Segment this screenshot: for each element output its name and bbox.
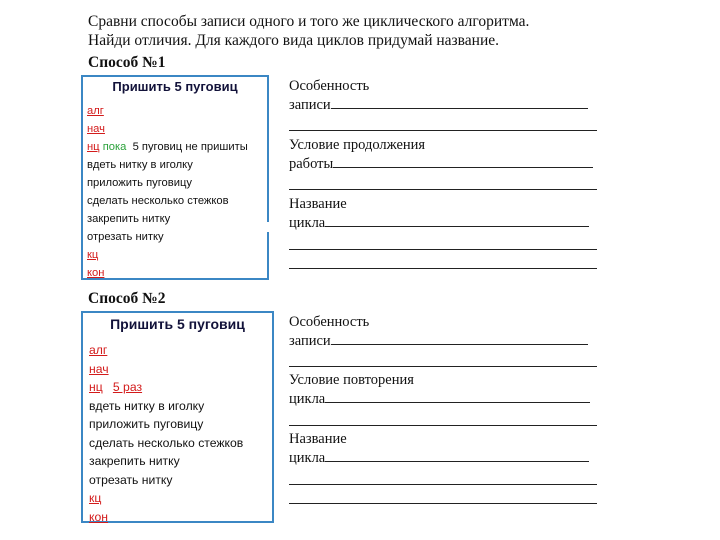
method-1-title: Способ №1 — [88, 54, 166, 71]
step-5: отрезать нитку — [87, 231, 164, 243]
nach-keyword: нач — [89, 361, 109, 376]
method-1-code — [83, 102, 267, 282]
form-1-feature-label: Особенность записи — [289, 77, 588, 115]
step-1: вдеть нитку в иголку — [87, 159, 193, 171]
form-2-condition-label: Условие повторения цикла — [289, 371, 590, 409]
loop-header: нц 5 раз — [89, 380, 143, 394]
answer-line[interactable] — [289, 503, 597, 504]
alg-keyword: алг — [87, 105, 104, 117]
feature-answer-line[interactable] — [331, 108, 588, 109]
answer-line[interactable] — [289, 268, 597, 269]
intro-line-1: Сравни способы записи одного и того же циклического алгоритма. — [88, 13, 530, 30]
method-1-box-title: Пришить 5 пуговиц — [112, 79, 238, 94]
form-1-condition-label: Условие продолжения работы — [289, 136, 593, 174]
alg-keyword: алг — [89, 343, 108, 357]
method-2-title: Способ №2 — [88, 290, 166, 307]
step-4: закрепить нитку — [87, 213, 171, 225]
loop-header: нц пока 5 пуговиц не пришиты — [87, 141, 248, 153]
answer-line[interactable] — [289, 189, 597, 190]
intro-text — [88, 12, 529, 50]
name-answer-line[interactable] — [325, 461, 589, 462]
name-answer-line[interactable] — [325, 226, 589, 227]
method-2-box-title: Пришить 5 пуговиц — [110, 316, 245, 332]
border-gap — [264, 222, 272, 232]
form-2-feature-label: Особенность записи — [289, 313, 588, 351]
step-3: сделать несколько стежков — [87, 195, 229, 207]
method-2-code — [83, 341, 272, 526]
kc-keyword: кц — [87, 249, 99, 261]
step-2: приложить пуговицу — [87, 177, 192, 189]
intro-line-2: Найди отличия. Для каждого вида циклов придумай название. — [88, 32, 499, 49]
answer-line[interactable] — [289, 130, 597, 131]
condition-answer-line[interactable] — [325, 402, 590, 403]
repeat-count: 5 раз — [112, 380, 143, 394]
answer-line[interactable] — [289, 366, 597, 367]
method-2-algorithm-box — [81, 311, 274, 523]
kc-keyword: кц — [89, 491, 102, 505]
form-2-name-label: Название цикла — [289, 430, 589, 468]
step-5: отрезать нитку — [89, 472, 173, 487]
answer-line[interactable] — [289, 425, 597, 426]
kon-keyword: кон — [87, 267, 105, 279]
step-2: приложить пуговицу — [89, 417, 204, 431]
nach-keyword: нач — [87, 123, 105, 135]
method-1-algorithm-box — [81, 75, 269, 280]
loop-condition: 5 пуговиц не пришиты — [132, 141, 248, 153]
answer-line[interactable] — [289, 249, 597, 250]
kon-keyword: кон — [89, 509, 108, 524]
step-4: закрепить нитку — [89, 454, 180, 468]
form-1-name-label: Название цикла — [289, 195, 589, 233]
feature-answer-line[interactable] — [331, 344, 588, 345]
while-keyword: пока — [102, 141, 127, 153]
step-3: сделать несколько стежков — [89, 435, 244, 450]
condition-answer-line[interactable] — [333, 167, 593, 168]
answer-line[interactable] — [289, 484, 597, 485]
step-1: вдеть нитку в иголку — [89, 398, 205, 413]
